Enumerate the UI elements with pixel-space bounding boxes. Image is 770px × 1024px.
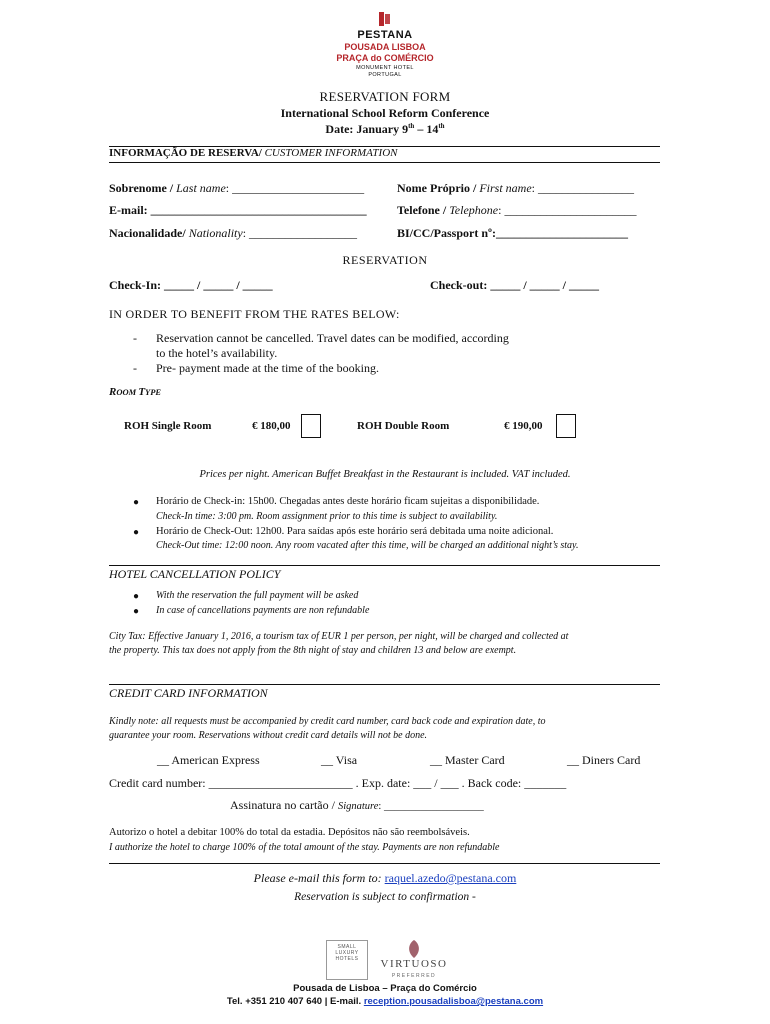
rates-heading: IN ORDER TO BENEFIT FROM THE RATES BELOW: [109,307,400,321]
single-room-label: ROH Single Room [124,420,212,432]
nationality-blank[interactable]: : __________________ [242,226,358,240]
card-visa-option[interactable]: __ Visa [321,753,358,767]
cancellation-item1: With the reservation the full payment will be asked [156,590,359,601]
passport-field[interactable]: BI/CC/Passport nº:______________________ [397,226,628,240]
double-room-checkbox[interactable] [556,414,576,438]
virtuoso-text: VIRTUOSO [380,958,448,970]
single-room-checkbox[interactable] [301,414,321,438]
checkout-time-pt: Horário de Check-Out: 12h00. Para saídas após este horário será debitada uma noite adicional. [156,526,554,537]
rates-item2: Pre- payment made at the time of the booking. [156,361,379,375]
last-name-blank[interactable]: : ______________________ [225,181,365,195]
rates-dash-2: - [133,361,137,375]
footer-contact [0,996,770,1007]
date-prefix: Date: January 9 [325,122,409,136]
first-name-label-en: First name [479,181,532,195]
city-tax-line2: the property. This tax does not apply from the 8th night of stay and children 13 and below are exempt. [109,645,517,656]
date-sup2: th [438,122,445,130]
nationality-label-en: Nationality [188,226,243,240]
room-type-rest1: OOM [116,387,139,397]
checkin-time-en: Check-In time: 3:00 pm. Room assignment prior to this time is subject to availability. [156,511,498,522]
signature-label: Assinatura no cartão / [230,798,338,812]
bullet-icon: ● [133,591,140,602]
phone-field[interactable] [397,203,636,218]
cancellation-heading: HOTEL CANCELLATION POLICY [109,567,281,581]
rule-authorize [109,863,660,864]
first-name-blank[interactable]: : ________________ [531,181,634,195]
rule-cancellation [109,565,660,566]
email-form-link[interactable]: raquel.azedo@pestana.com [384,871,517,885]
first-name-field[interactable] [397,181,634,196]
authorize-pt: Autorizo o hotel a debitar 100% do total da estadia. Depósitos não são reembolsáveis. [109,827,470,838]
signature-label-en: Signature [337,801,379,812]
card-master-option[interactable]: __ Master Card [430,753,505,767]
single-room-price: € 180,00 [252,420,291,432]
checkout-field[interactable]: Check-out: _____ / _____ / _____ [430,278,599,292]
double-room-price: € 190,00 [504,420,543,432]
cancellation-item2: In case of cancellations payments are non refundable [156,605,370,616]
phone-label-en: Telephone [449,203,499,217]
rates-item1-b: to the hotel’s availability. [156,346,278,360]
email-form-prefix: Please e-mail this form to: [253,871,385,885]
footer-email-link[interactable]: reception.pousadalisboa@pestana.com [363,996,544,1007]
card-number-field[interactable]: Credit card number: ________________________ . Exp. date: ___ / ___ . Back code: _______ [109,776,567,790]
preferred-text: PREFERRED [391,973,437,979]
signature-blank[interactable]: : ___________________ [378,801,484,812]
email-form-line [0,871,770,886]
footer-address: Pousada de Lisboa – Praça do Comércio [293,983,477,994]
room-type-heading [109,386,161,398]
slh-line1: SMALL [337,944,357,950]
form-title-text: RESERVATION FORM [319,89,451,104]
double-room-label: ROH Double Room [357,420,450,432]
form-title [0,89,770,105]
customer-section-label [109,147,398,159]
brand-line1: POUSADA LISBOA [344,42,426,52]
credit-card-note2: guarantee your room. Reservations without credit card details will not be done. [109,730,428,741]
pestana-logo [335,10,435,76]
slh-line3: HOTELS [335,956,359,962]
reservation-heading: RESERVATION [342,253,428,267]
brand-line2: PRAÇA do COMÉRCIO [336,53,434,63]
confirmation-note: Reservation is subject to confirmation - [294,891,476,903]
rule-customer-bottom [109,162,660,163]
email-field[interactable]: E-mail: ____________________________________ [109,203,367,217]
customer-label-en: CUSTOMER INFORMATION [261,147,398,159]
credit-card-note1: Kindly note: all requests must be accompanied by credit card number, card back code and expiration date, to [109,716,546,727]
bullet-icon: ● [133,606,140,617]
room-type-cap1: R [109,386,117,398]
form-date [0,122,770,137]
phone-label: Telefone / [397,203,450,217]
rates-item1-a: Reservation cannot be cancelled. Travel dates can be modified, according [156,331,509,345]
slh-line2: LUXURY [335,950,359,956]
virtuoso-logo [373,938,455,984]
brand-name: PESTANA [357,29,413,41]
card-diners-option[interactable]: __ Diners Card [567,753,641,767]
checkin-field[interactable]: Check-In: _____ / _____ / _____ [109,278,273,292]
brand-line3: MONUMENT HOTEL [356,65,414,71]
last-name-field[interactable] [109,181,364,196]
customer-label-pt: INFORMAÇÃO DE RESERVA/ [109,147,262,159]
brand-line4: PORTUGAL [368,72,402,78]
rates-dash-1: - [133,331,137,345]
prices-note: Prices per night. American Buffet Breakfast in the Restaurant is included. VAT included. [199,469,571,480]
date-sup1: th [408,122,415,130]
nationality-label: Nacionalidade/ [109,226,189,240]
pestana-flag-icon [335,10,435,30]
checkout-time-en: Check-Out time: 12:00 noon. Any room vacated after this time, will be charged an additional night’s stay. [156,540,579,551]
rule-credit-card [109,684,660,685]
footer-contact-prefix: Tel. +351 210 407 640 | E-mail. [226,996,364,1007]
credit-card-heading: CREDIT CARD INFORMATION [109,686,268,700]
slh-logo [326,940,368,980]
signature-field[interactable] [230,798,484,813]
bullet-icon: ● [133,527,140,538]
authorize-en: I authorize the hotel to charge 100% of the total amount of the stay. Payments are non refundable [109,842,500,853]
city-tax-line1: City Tax: Effective January 1, 2016, a tourism tax of EUR 1 per person, per night, will be charged and collected at [109,631,569,642]
card-amex-option[interactable]: __ American Express [157,753,260,767]
first-name-label: Nome Próprio / [397,181,480,195]
last-name-label: Sobrenome / [109,181,177,195]
last-name-label-en: Last name [176,181,226,195]
virtuoso-leaf-icon [373,938,455,960]
room-type-rest2: YPE [145,387,162,397]
form-subtitle: International School Reform Conference [280,106,490,120]
checkin-time-pt: Horário de Check-in: 15h00. Chegadas antes deste horário ficam sujeitas a disponibilidade. [156,496,540,507]
date-mid: – 14 [414,122,439,136]
phone-blank[interactable]: : ______________________ [498,203,637,217]
room-type-cap2: T [138,386,146,398]
nationality-field[interactable] [109,226,357,241]
bullet-icon: ● [133,497,140,508]
